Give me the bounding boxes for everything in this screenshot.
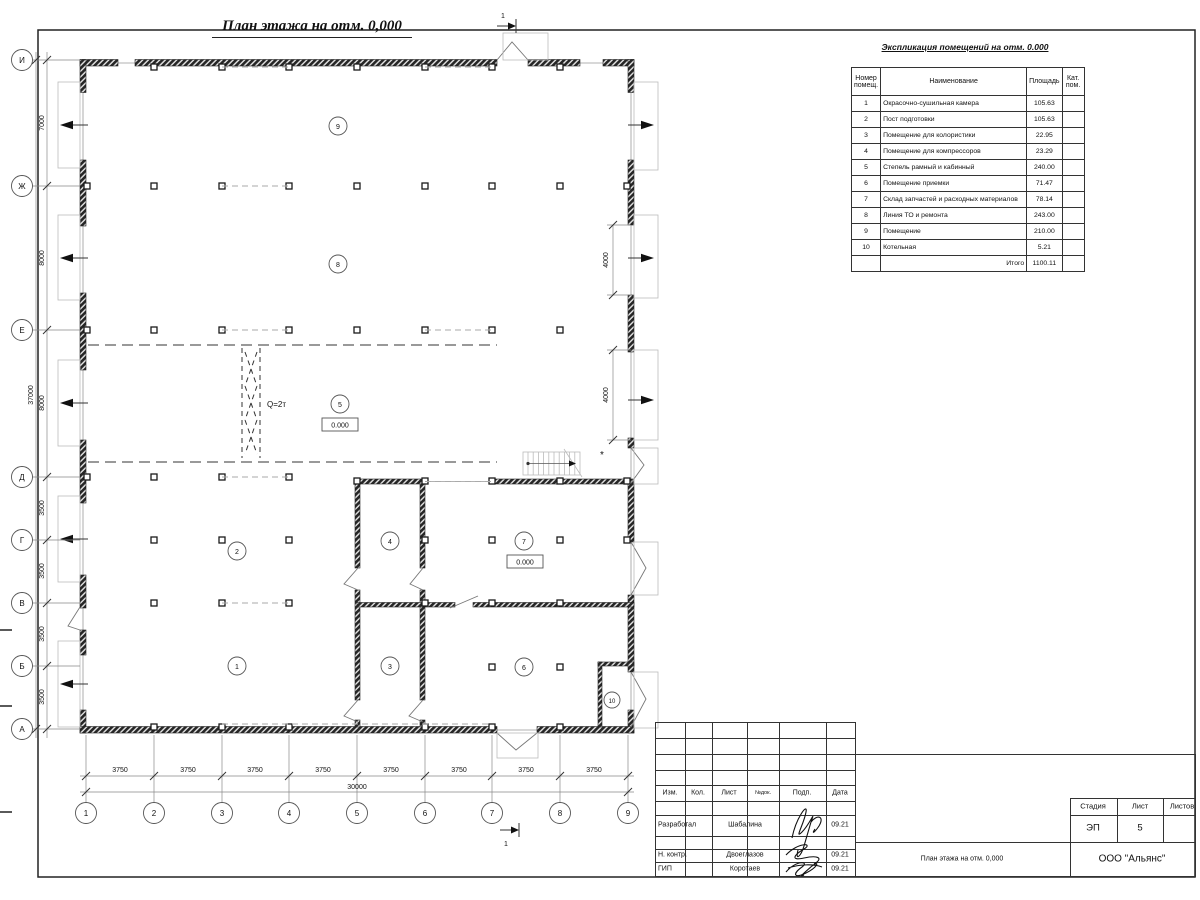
- tb-name-gip: Коротаев: [729, 865, 761, 873]
- axis-label: Е: [19, 326, 25, 335]
- room-name: Линия ТО и ремонта: [881, 208, 1027, 224]
- tb-date-ncontrol: 09.21: [831, 851, 849, 859]
- room-num: 9: [852, 224, 881, 240]
- room-number: 6: [522, 665, 526, 672]
- room-area: 5.21: [1027, 240, 1062, 256]
- dim-label: 3500: [39, 563, 46, 579]
- crane-capacity-label: Q=2т: [267, 400, 287, 409]
- dim-label: 3500: [39, 689, 46, 705]
- room-cat: [1062, 112, 1084, 128]
- axis-label: Б: [19, 662, 25, 671]
- room-name: Помещение для компрессоров: [881, 144, 1027, 160]
- tb-header-data: Дата: [832, 789, 848, 797]
- room-num: 10: [852, 240, 881, 256]
- dim-total-label: 37000: [28, 385, 35, 405]
- tb-header-list: Лист: [721, 789, 737, 797]
- section-number: 1: [501, 13, 505, 20]
- tb-doc-name: План этажа на отм. 0,000: [920, 855, 1004, 863]
- room-cat: [1062, 160, 1084, 176]
- tb-name-ncontrol: Двоеглазов: [726, 851, 764, 859]
- room-cat: [1062, 176, 1084, 192]
- tb-role-gip: ГИП: [658, 865, 672, 873]
- page-title: План этажа на отм. 0,000: [222, 18, 402, 34]
- crane-zone: [88, 345, 497, 462]
- room-num: 6: [852, 176, 881, 192]
- tb-sheet-number: 5: [1137, 822, 1143, 834]
- section-mark-bottom: [500, 823, 519, 848]
- dim-label: 8000: [39, 250, 46, 266]
- table-row: [852, 112, 1085, 128]
- axis-label: 7: [489, 809, 495, 818]
- tb-role-ncontrol: Н. контр.: [658, 851, 687, 859]
- room-area: 23.29: [1027, 144, 1062, 160]
- grid-axes-left: [12, 50, 81, 740]
- dim-label: 3750: [586, 767, 602, 774]
- signature-developer: [792, 809, 821, 857]
- axis-label: А: [19, 725, 25, 734]
- table-row: [852, 192, 1085, 208]
- dim-label: 3500: [39, 500, 46, 516]
- dim-label: 3750: [180, 767, 196, 774]
- tb-name-developer: Шабалина: [728, 821, 762, 829]
- dim-label: 3750: [451, 767, 467, 774]
- tb-date-developer: 09.21: [831, 821, 849, 829]
- stairs: [523, 449, 604, 477]
- room-name: Склад запчастей и расходных материалов: [881, 192, 1027, 208]
- axis-label: 2: [151, 809, 157, 818]
- tb-header-kol: Кол.: [691, 789, 705, 797]
- table-row: [852, 208, 1085, 224]
- section-number: 1: [504, 841, 508, 848]
- room-area: 210.00: [1027, 224, 1062, 240]
- col-header-area: Площадь: [1027, 68, 1062, 96]
- table-row: [852, 240, 1085, 256]
- stairs-note-asterisk: *: [600, 450, 604, 461]
- title-block: [655, 722, 1196, 877]
- room-area: 105.63: [1027, 96, 1062, 112]
- right-opening-dimensions: [603, 221, 631, 444]
- room-cat: [1062, 128, 1084, 144]
- dim-label: 3750: [383, 767, 399, 774]
- axis-label: 4: [286, 809, 292, 818]
- room-name: Помещение: [881, 224, 1027, 240]
- explication-table: [851, 67, 1085, 272]
- room-name: Помещение приемки: [881, 176, 1027, 192]
- room-area: 71.47: [1027, 176, 1062, 192]
- dim-label: 4000: [603, 252, 610, 268]
- room-number: 5: [338, 402, 342, 409]
- axis-label: 8: [557, 809, 563, 818]
- total-label: Итого: [881, 256, 1027, 272]
- room-cat: [1062, 96, 1084, 112]
- tb-header-ndok: №док.: [754, 790, 772, 796]
- total-cat: [1062, 256, 1084, 272]
- room-number: 8: [336, 262, 340, 269]
- dim-label: 3750: [112, 767, 128, 774]
- room-number: 9: [336, 124, 340, 131]
- room-num: 4: [852, 144, 881, 160]
- signature-gip: [786, 863, 822, 876]
- room-name: Помещение для колористики: [881, 128, 1027, 144]
- room-number: 1: [235, 664, 239, 671]
- table-row: [852, 224, 1085, 240]
- table-row: [852, 160, 1085, 176]
- room-cat: [1062, 224, 1084, 240]
- tb-role-developer: Разработал: [658, 821, 697, 829]
- room-cat: [1062, 192, 1084, 208]
- room-name: Окрасочно-сушильная камера: [881, 96, 1027, 112]
- dim-label: 4000: [603, 387, 610, 403]
- table-row: [852, 144, 1085, 160]
- table-row: [852, 96, 1085, 112]
- explication-title: Экспликация помещений на отм. 0.000: [881, 42, 1049, 52]
- room-name: Пост подготовки: [881, 112, 1027, 128]
- tb-sheets-label: Листов: [1169, 801, 1195, 811]
- tb-header-izm: Изм.: [662, 789, 678, 797]
- total-value: 1100.11: [1027, 256, 1062, 272]
- axis-label: 3: [219, 809, 225, 818]
- room-name: Котельная: [881, 240, 1027, 256]
- table-total-row: [852, 256, 1085, 272]
- tb-stage-label: Стадия: [1080, 801, 1106, 811]
- col-header-category: Кат. пом.: [1062, 68, 1084, 96]
- dim-label: 3750: [518, 767, 534, 774]
- room-area: 78.14: [1027, 192, 1062, 208]
- room-number: 7: [522, 539, 526, 546]
- axis-label: Д: [19, 473, 25, 482]
- table-row: [852, 128, 1085, 144]
- dim-label: 8000: [39, 395, 46, 411]
- room-name: Степель рамный и кабинный: [881, 160, 1027, 176]
- elevation-value: 0.000: [516, 559, 534, 567]
- room-cat: [1062, 208, 1084, 224]
- room-num: 5: [852, 160, 881, 176]
- elevation-value: 0.000: [331, 422, 349, 430]
- col-header-name: Наименование: [881, 68, 1027, 96]
- room-cat: [1062, 240, 1084, 256]
- table-row: [852, 176, 1085, 192]
- axis-label: Ж: [18, 182, 26, 191]
- room-area: 240.00: [1027, 160, 1062, 176]
- axis-label: И: [19, 56, 25, 65]
- room-num: 1: [852, 96, 881, 112]
- plan-title: [212, 18, 412, 38]
- axis-label: 5: [354, 809, 360, 818]
- room-cat: [1062, 144, 1084, 160]
- room-num: 3: [852, 128, 881, 144]
- total-spacer: [852, 256, 881, 272]
- tb-header-podp: Подп.: [792, 789, 812, 797]
- room-number: 2: [235, 549, 239, 556]
- col-header-number: Номер помещ.: [852, 68, 881, 96]
- room-num: 7: [852, 192, 881, 208]
- dim-label: 7000: [39, 115, 46, 131]
- signatures: [778, 798, 836, 878]
- room-area: 22.95: [1027, 128, 1062, 144]
- signature-ncontrol: [786, 845, 819, 864]
- room-number: 10: [608, 699, 616, 705]
- tb-company-name: ООО "Альянс": [1098, 853, 1166, 865]
- dim-label: 3500: [39, 626, 46, 642]
- tb-sheet-label: Лист: [1131, 801, 1149, 811]
- axis-label: В: [19, 599, 25, 608]
- axis-label: 9: [625, 809, 631, 818]
- dim-total-label: 30000: [347, 784, 367, 791]
- room-num: 2: [852, 112, 881, 128]
- room-area: 105.63: [1027, 112, 1062, 128]
- table-header-row: [852, 68, 1085, 96]
- room-number: 4: [388, 539, 392, 546]
- axis-label: 6: [422, 809, 428, 818]
- room-number: 3: [388, 664, 392, 671]
- dim-label: 3750: [315, 767, 331, 774]
- tb-date-gip: 09.21: [831, 865, 849, 873]
- grid-axes-bottom: [76, 735, 639, 824]
- room-num: 8: [852, 208, 881, 224]
- axis-label: 1: [83, 809, 89, 818]
- axis-label: Г: [19, 536, 25, 545]
- room-area: 243.00: [1027, 208, 1062, 224]
- tb-stage-value: ЭП: [1086, 822, 1100, 834]
- dim-label: 3750: [247, 767, 263, 774]
